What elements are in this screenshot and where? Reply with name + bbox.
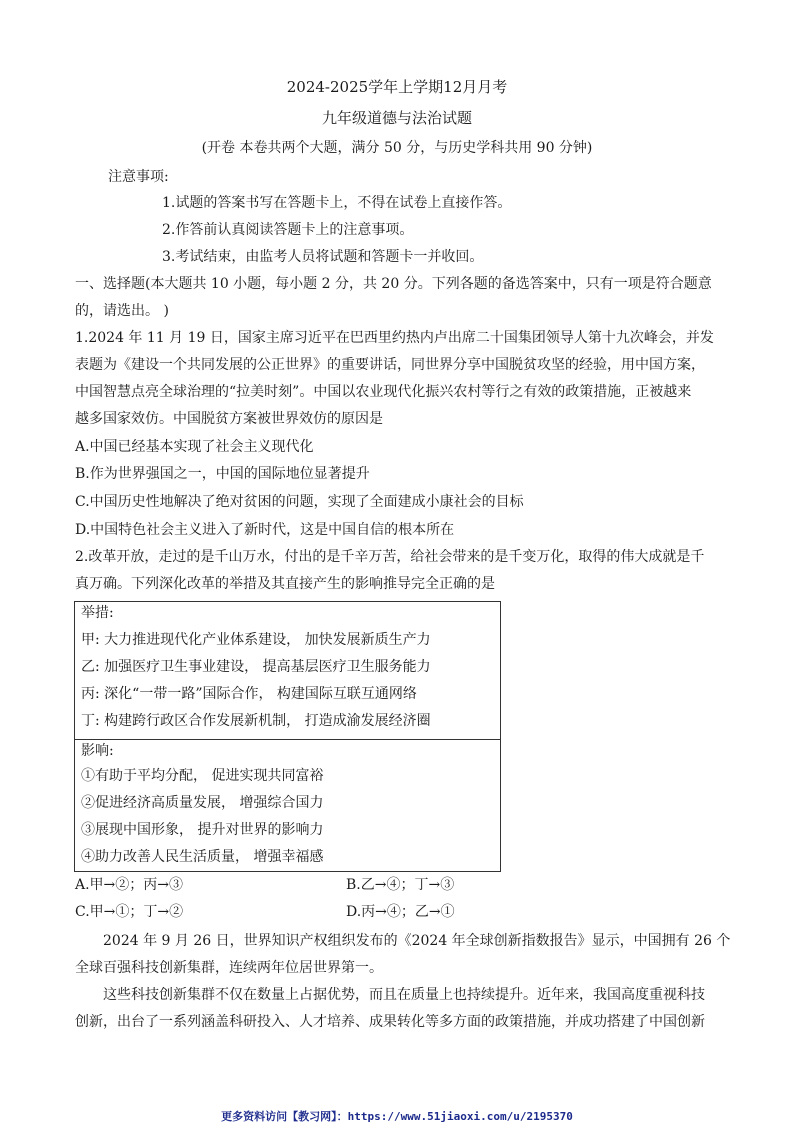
- question-2-stem: 真万确。下列深化改革的举措及其直接产生的影响推导完全正确的是: [75, 576, 495, 592]
- question-1-option-c: C.中国历史性地解决了绝对贫困的问题，实现了全面建成小康社会的目标: [75, 494, 524, 510]
- question-2-option-a: A.甲→②；丙→③: [75, 877, 184, 893]
- effect-item: ②促进经济高质量发展， 增强综合国力: [81, 795, 324, 811]
- measure-item: 丁: 构建跨行政区合作发展新机制， 打造成渝发展经济圈: [81, 713, 431, 729]
- question-2-stem: 2.改革开放，走过的是千山万水，付出的是千辛万苦，给社会带来的是千变万化，取得的伟大成就是千: [75, 549, 705, 565]
- question-1-stem: 表题为《建设一个共同发展的公正世界》的重要讲话，同世界分享中国脱贫攻坚的经验，用中国方案，: [75, 357, 705, 373]
- question-2-option-c: C.甲→①；丁→②: [75, 904, 184, 920]
- question-1-stem: 1.2024 年 11 月 19 日，国家主席习近平在巴西里约热内卢出席二十国集团领导人第十九次峰会，并发: [75, 330, 714, 346]
- notice-item: 1.试题的答案书写在答题卡上，不得在试卷上直接作答。: [162, 195, 512, 211]
- measure-item: 甲: 大力推进现代化产业体系建设， 加快发展新质生产力: [81, 632, 431, 648]
- table-divider: [75, 739, 500, 740]
- passage-line: 2024 年 9 月 26 日，世界知识产权组织发布的《2024 年全球创新指数报告》显示，中国拥有 26 个: [103, 933, 731, 949]
- exam-info: (开卷 本卷共两个大题，满分 50 分，与历史学科共用 90 分钟): [201, 140, 593, 156]
- notice-item: 2.作答前认真阅读答题卡上的注意事项。: [162, 222, 414, 238]
- measures-effects-table: [74, 601, 501, 872]
- question-1-option-d: D.中国特色社会主义进入了新时代，这是中国自信的根本所在: [75, 522, 455, 538]
- effect-item: ①有助于平均分配， 促进实现共同富裕: [81, 768, 324, 784]
- measure-item: 乙: 加强医疗卫生事业建设， 提高基层医疗卫生服务能力: [81, 659, 431, 675]
- notice-item: 3.考试结束，由监考人员将试题和答题卡一并收回。: [162, 249, 484, 265]
- notice-heading: 注意事项:: [108, 169, 169, 185]
- measure-item: 丙: 深化“一带一路”国际合作， 构建国际互联互通网络: [81, 686, 417, 702]
- passage-line: 全球百强科技创新集群，连续两年位居世界第一。: [75, 960, 383, 976]
- measures-heading: 举措:: [81, 605, 114, 621]
- effect-item: ④助力改善人民生活质量， 增强幸福感: [81, 849, 324, 865]
- exam-title: 2024-2025学年上学期12月月考: [286, 78, 508, 96]
- question-2-option-d: D.丙→④；乙→①: [346, 904, 455, 920]
- question-1-option-a: A.中国已经基本实现了社会主义现代化: [75, 439, 314, 455]
- exam-subtitle: 九年级道德与法治试题: [321, 109, 472, 127]
- passage-line: 这些科技创新集群不仅在数量上占据优势，而且在质量上也持续提升。近年来，我国高度重视科技: [103, 987, 705, 1003]
- question-1-stem: 越多国家效仿。中国脱贫方案被世界效仿的原因是: [75, 411, 383, 427]
- passage-line: 创新，出台了一系列涵盖科研投入、人才培养、成果转化等多方面的政策措施，并成功搭建了中国创新: [75, 1014, 705, 1030]
- question-1-option-b: B.作为世界强国之一，中国的国际地位显著提升: [75, 466, 370, 482]
- question-2-option-b: B.乙→④；丁→③: [346, 877, 455, 893]
- effects-heading: 影响:: [81, 743, 114, 759]
- footer-link[interactable]: 更多资料访问【教习网】：https://www.51jiaoxi.com/u/2195370: [221, 1110, 573, 1123]
- section-heading: 的，请选出。 ): [75, 303, 169, 319]
- effect-item: ③展现中国形象， 提升对世界的影响力: [81, 822, 324, 838]
- question-1-stem: 中国智慧点亮全球治理的“拉美时刻”。中国以农业现代化振兴农村等行之有效的政策措施，正被越来: [75, 384, 692, 400]
- section-heading: 一、选择题(本大题共 10 小题，每小题 2 分，共 20 分。下列各题的备选答案中，只有一项是符合题意: [75, 276, 712, 292]
